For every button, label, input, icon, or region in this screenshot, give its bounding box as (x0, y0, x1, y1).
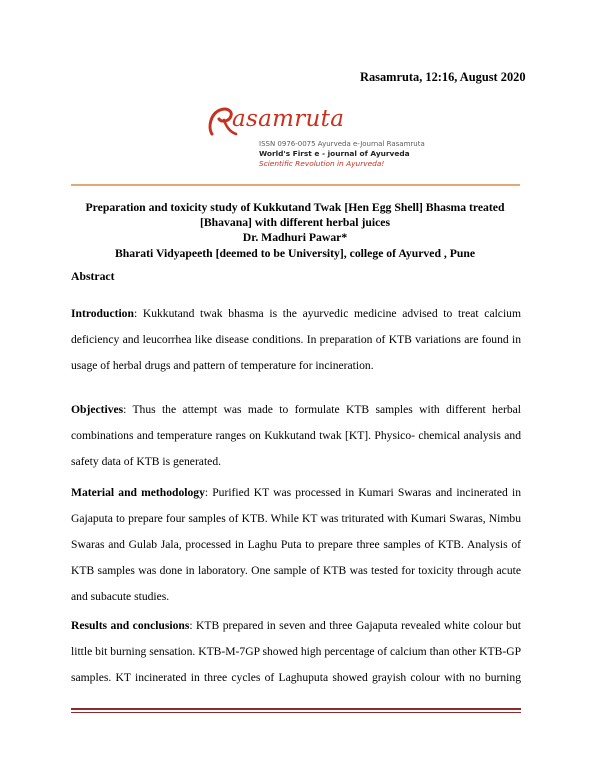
paragraph-line: combinations and temperature ranges on Kukkutand twak [KT]. Physico- chemical analysis and (71, 429, 521, 442)
logo-tagline: World's First e - journal of Ayurveda (259, 149, 410, 158)
title-block (60, 200, 530, 261)
paragraph-line: Gajaputa to prepare four samples of KTB. While KT was triturated with Kumari Swaras, Nimbu (71, 512, 521, 525)
author-affiliation: Bharati Vidyapeeth [deemed to be University], college of Ayurved , Pune (114, 246, 476, 260)
paragraph-line: : Thus the attempt was made to formulate KTB samples with different herbal (123, 403, 521, 416)
introduction-label: Introduction (71, 307, 134, 320)
journal-reference: Rasamruta, 12:16, August 2020 (360, 70, 526, 84)
paragraph-line: safety data of KTB is generated. (71, 455, 222, 468)
results-paragraph (71, 613, 521, 691)
paragraph-line: samples. KT incinerated in three cycles of Laghuputa showed grayish colour with no burning (71, 671, 521, 684)
paper-title-line-2: [Bhavana] with different herbal juices (199, 216, 391, 230)
abstract-heading: Abstract (71, 270, 115, 283)
paragraph-line: and subacute studies. (71, 590, 170, 603)
introduction-paragraph (71, 301, 521, 379)
paragraph-line: little bit burning sensation. KTB-M-7GP showed high percentage of calcium than other KTB-GP (71, 645, 522, 658)
paragraph-line: KTB samples was done in laboratory. One sample of KTB was tested for toxicity through acute (71, 564, 521, 577)
methodology-label: Material and methodology (71, 486, 205, 499)
paragraph-line: : Kukkutand twak bhasma is the ayurvedic medicine advised to treat calcium (133, 307, 521, 320)
logo-slogan: Scientific Revolution in Ayurveda! (259, 159, 385, 168)
footer-divider (71, 708, 521, 710)
footer-divider-thin (71, 712, 521, 713)
journal-logo (206, 104, 425, 172)
paragraph-line: : KTB prepared in seven and three Gajaputa revealed white colour but (189, 619, 521, 632)
header-divider (71, 184, 520, 186)
logo-issn: ISSN 0976-0075 Ayurveda e-Journal Rasamruta (259, 140, 425, 148)
author-name: Dr. Madhuri Pawar* (242, 231, 348, 245)
results-label: Results and conclusions (71, 619, 190, 632)
paragraph-line: usage of herbal drugs and pattern of temperature for incineration. (71, 359, 374, 372)
objectives-label: Objectives (71, 403, 124, 416)
logo-wordmark: asamruta (232, 106, 345, 132)
paragraph-line: Swaras and Gulab Jala, processed in Laghu Puta to prepare three samples of KTB. Analysis of (71, 538, 521, 551)
paragraph-line: : Purified KT was processed in Kumari Swaras and incinerated in (204, 486, 521, 499)
paper-title-line-1: Preparation and toxicity study of Kukkutand Twak [Hen Egg Shell] Bhasma treated (85, 201, 505, 214)
paragraph-line: deficiency and leucorrhea like disease conditions. In preparation of KTB variations are found in (71, 333, 521, 346)
methodology-paragraph (71, 480, 521, 610)
objectives-paragraph (71, 397, 521, 475)
